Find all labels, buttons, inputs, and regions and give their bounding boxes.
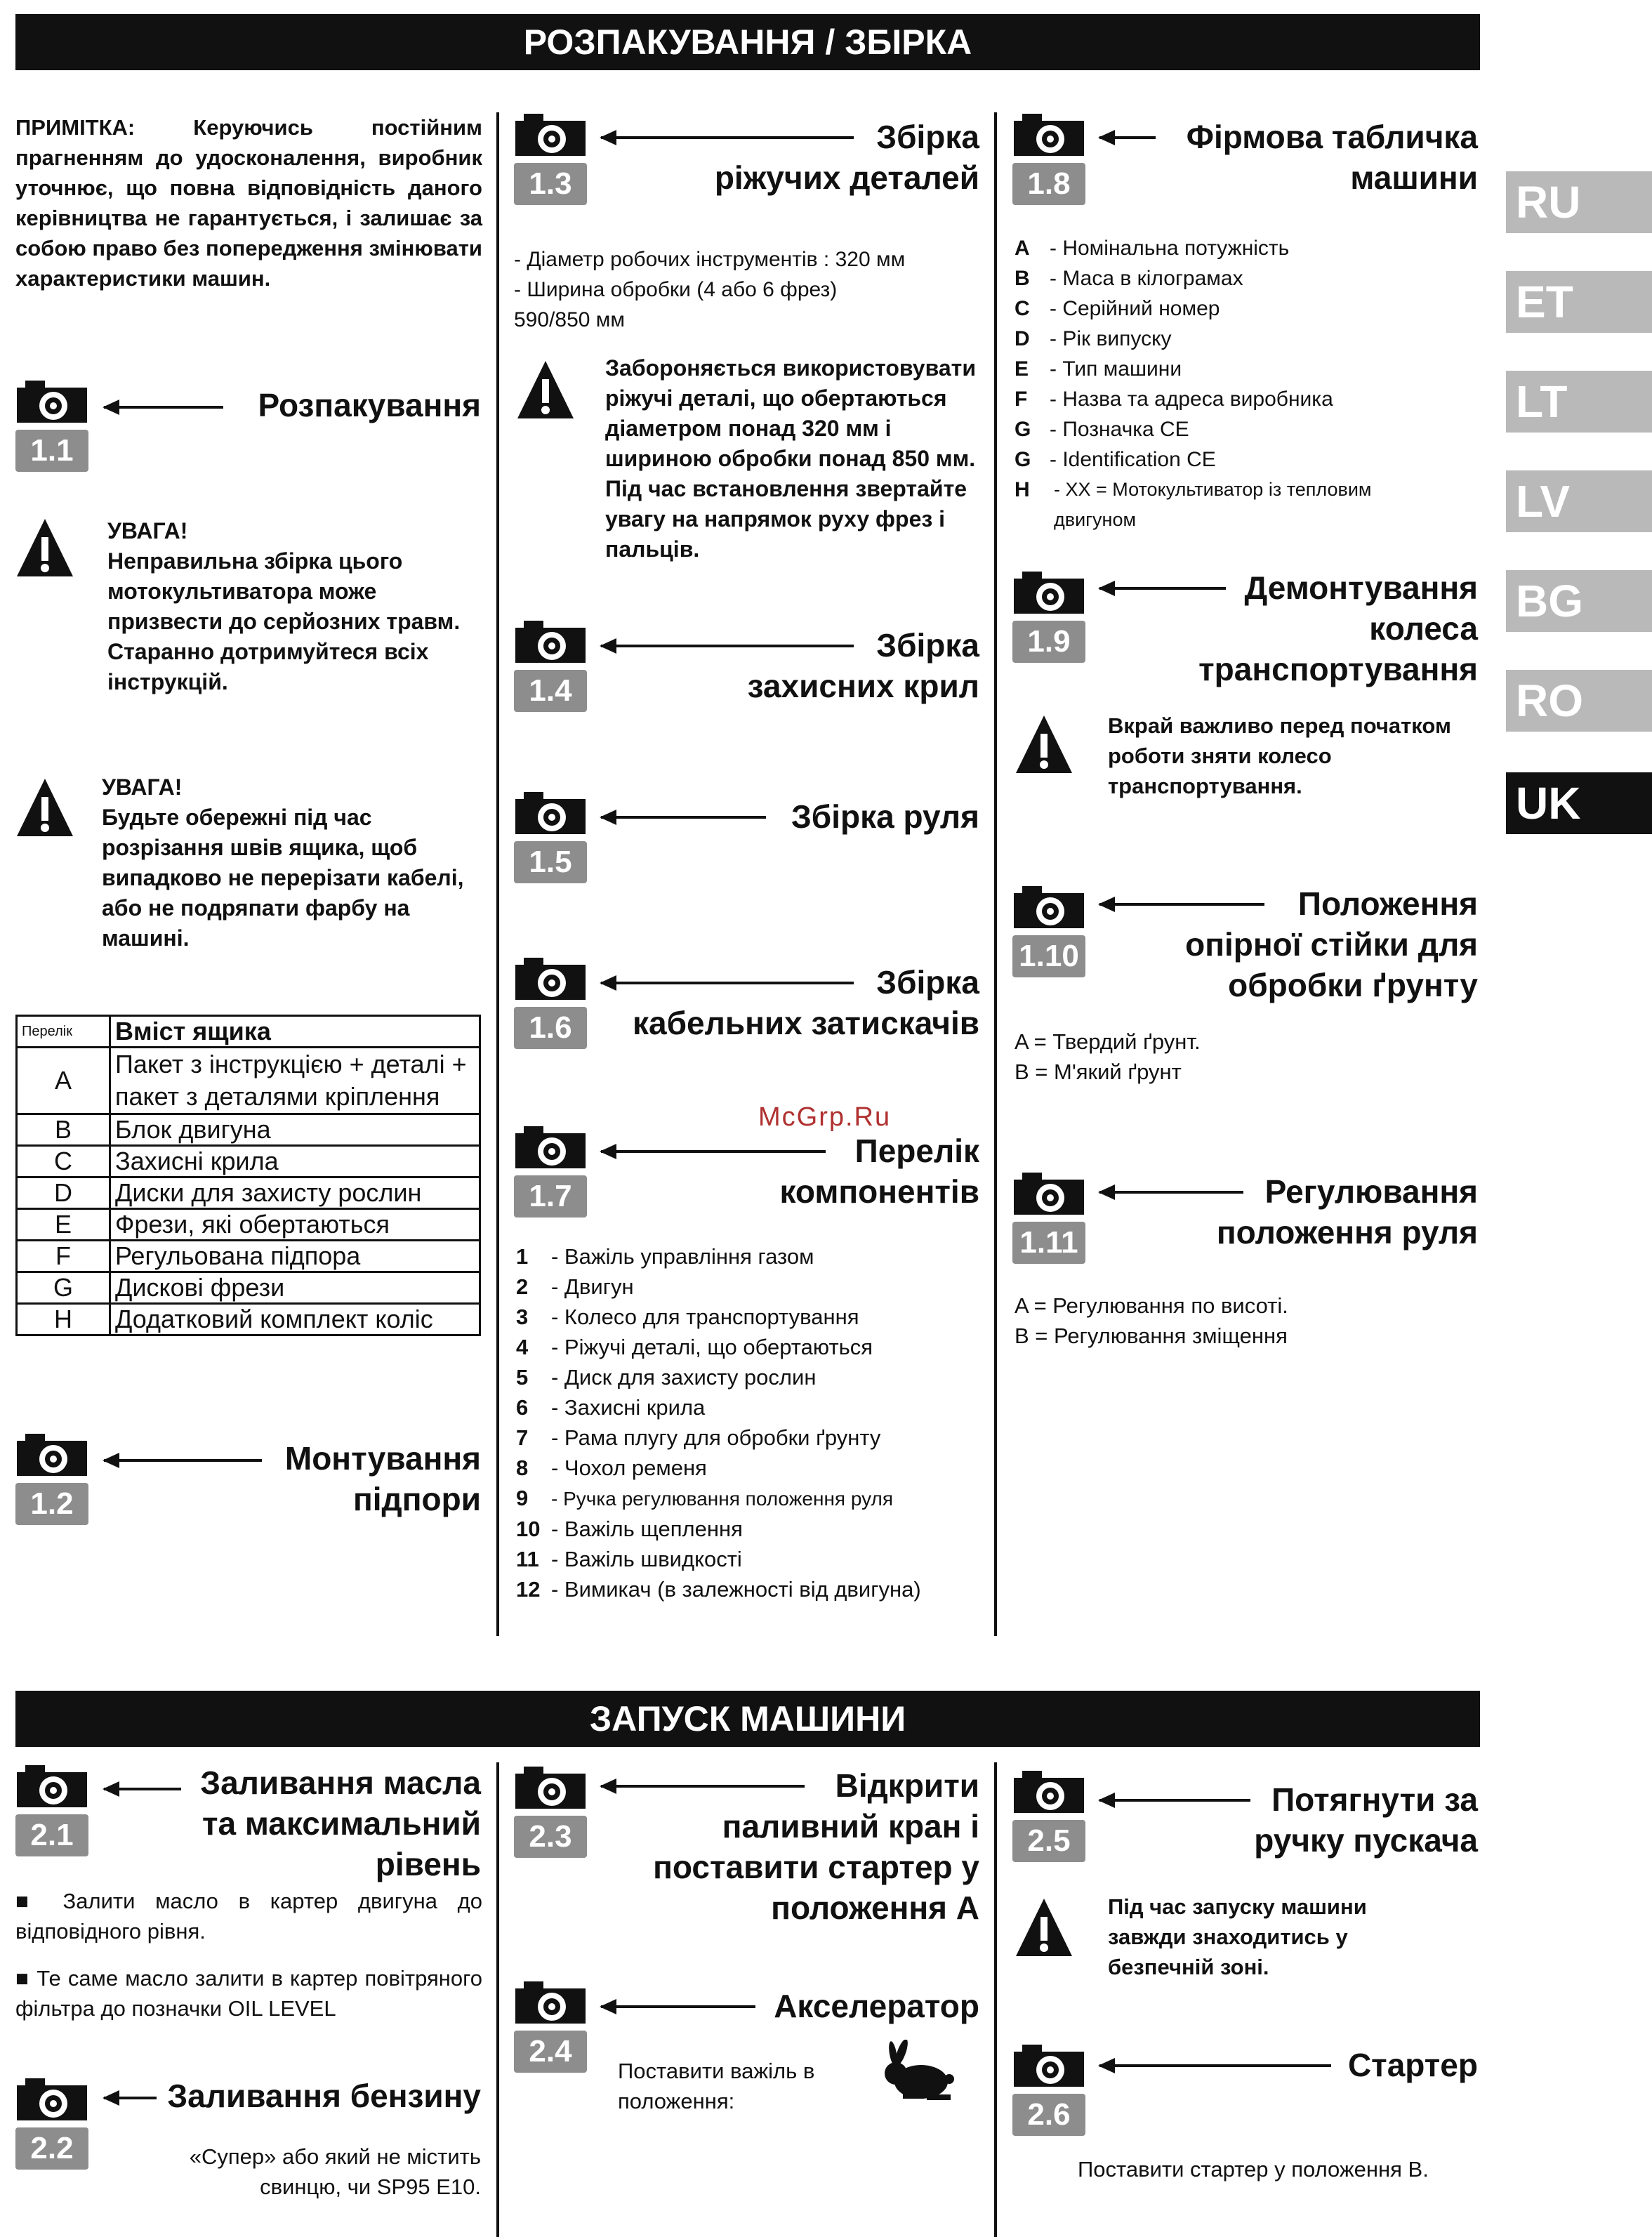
handlebar-adjust-text: A = Регулювання по висоті. B = Регулювання зміщення bbox=[1015, 1293, 1288, 1348]
rabbit-icon bbox=[878, 2040, 962, 2110]
list-item: 1 - Важіль управління газом bbox=[516, 1244, 814, 1269]
heading-cutting-parts: Збірка ріжучих деталей bbox=[714, 119, 979, 196]
lang-tab-lt[interactable]: LT bbox=[1506, 371, 1652, 433]
table-cell: E bbox=[17, 1209, 110, 1241]
figure-badge: 1.9 bbox=[1012, 621, 1085, 663]
lang-tab-ru[interactable]: RU bbox=[1506, 171, 1652, 233]
list-item: B - Маса в кілограмах bbox=[1015, 267, 1243, 290]
lang-tab-et[interactable]: ET bbox=[1506, 271, 1652, 333]
arrow-left-icon bbox=[1099, 2064, 1331, 2067]
list-item: F - Назва та адреса виробника bbox=[1015, 388, 1333, 411]
camera-1-4 bbox=[514, 619, 587, 712]
camera-1-3 bbox=[514, 112, 587, 205]
heading-transport-wheel: Демонтування колеса транспортування bbox=[1198, 569, 1478, 687]
heading-handlebar-adjust: Регулювання положення руля bbox=[1216, 1173, 1478, 1251]
lang-tab-uk[interactable]: UK bbox=[1506, 772, 1652, 834]
watermark: McGrp.Ru bbox=[758, 1102, 892, 1132]
heading-components-list: Перелік компонентів bbox=[779, 1133, 979, 1210]
table-cell: H bbox=[17, 1304, 110, 1335]
support-position-text: A = Твердий ґрунт. B = М'який ґрунт bbox=[1015, 1029, 1201, 1084]
camera-icon bbox=[1012, 112, 1085, 157]
heading-handlebar: Збірка руля bbox=[791, 798, 979, 835]
heading-support-position: Положення опірної стійки для обробки ґрунту bbox=[1185, 885, 1478, 1003]
figure-badge: 1.5 bbox=[514, 841, 587, 883]
warning-icon bbox=[516, 358, 575, 421]
table-header: Перелік bbox=[17, 1016, 110, 1048]
table-cell: Блок двигуна bbox=[110, 1114, 480, 1146]
figure-badge: 1.8 bbox=[1012, 163, 1085, 205]
heading-unpacking: Розпакування bbox=[258, 387, 481, 423]
table-cell: Пакет з інструкцією + деталі + пакет з деталями кріплення bbox=[110, 1048, 480, 1114]
table-header: Вміст ящика bbox=[110, 1016, 480, 1048]
list-item: 2 - Двигун bbox=[516, 1274, 634, 1299]
table-cell: Диски для захисту рослин bbox=[110, 1177, 480, 1209]
camera-icon bbox=[15, 379, 88, 424]
lang-tab-ro[interactable]: RO bbox=[1506, 670, 1652, 732]
table-row bbox=[17, 1146, 480, 1177]
list-item: A - Номінальна потужність bbox=[1015, 237, 1290, 260]
list-item: 3 - Колесо для транспортування bbox=[516, 1305, 859, 1329]
camera-icon bbox=[514, 1765, 587, 1810]
table-row bbox=[17, 1048, 480, 1114]
table-row bbox=[17, 1209, 480, 1241]
components-list bbox=[516, 1241, 986, 1604]
figure-badge: 1.2 bbox=[15, 1483, 88, 1525]
list-item: 8 - Чохол ременя bbox=[516, 1456, 707, 1480]
table-cell: C bbox=[17, 1146, 110, 1177]
camera-1-5 bbox=[514, 791, 587, 883]
figure-badge: 1.11 bbox=[1012, 1222, 1085, 1264]
arrow-left-icon bbox=[601, 816, 766, 819]
figure-badge: 2.3 bbox=[514, 1816, 587, 1858]
box-contents-table bbox=[15, 1015, 481, 1336]
list-item: 4 - Ріжучі деталі, що обертаються bbox=[516, 1335, 873, 1359]
figure-badge: 1.6 bbox=[514, 1007, 587, 1049]
heading-petrol-fill: Заливання бензину bbox=[167, 2078, 481, 2114]
figure-badge: 1.1 bbox=[15, 430, 88, 472]
camera-icon bbox=[1012, 885, 1085, 930]
camera-icon bbox=[514, 956, 587, 1001]
camera-2-6 bbox=[1012, 2043, 1085, 2136]
table-row bbox=[17, 1304, 480, 1335]
list-item: 11 - Важіль швидкості bbox=[516, 1547, 742, 1571]
arrow-left-icon bbox=[104, 1788, 181, 1790]
camera-1-2 bbox=[15, 1432, 88, 1525]
table-cell: Додатковий комплект коліс bbox=[110, 1304, 480, 1335]
lang-tab-bg[interactable]: BG bbox=[1506, 570, 1652, 632]
table-cell: A bbox=[17, 1048, 110, 1114]
camera-2-4 bbox=[514, 1980, 587, 2073]
camera-icon bbox=[1012, 1769, 1085, 1814]
table-row bbox=[17, 1241, 480, 1272]
list-item: 5 - Диск для захисту рослин bbox=[516, 1365, 817, 1390]
list-item: G - Позначка CE bbox=[1015, 418, 1189, 441]
list-item: 7 - Рама плугу для обробки ґрунту bbox=[516, 1425, 881, 1450]
warning-assembly: УВАГА! Неправильна збірка цього мотокультиватора може призвести до серйозних травм. Старанно дотримуйтеся всіх інструкцій. bbox=[107, 518, 461, 694]
camera-icon bbox=[1012, 570, 1085, 615]
table-header-row bbox=[17, 1016, 480, 1048]
table-row bbox=[17, 1272, 480, 1304]
section-title-starting: ЗАПУСК МАШИНИ bbox=[15, 1691, 1480, 1747]
warning-safe-zone: Під час запуску машини завжди знаходитись у безпечній зоні. bbox=[1108, 1894, 1367, 1979]
figure-badge: 1.4 bbox=[514, 670, 587, 712]
oil-fill-text-1: ■ Залити масло в картер двигуна до відповідного рівня. bbox=[15, 1889, 482, 1944]
warning-cutting-diameter: Забороняється використовувати ріжучі деталі, що обертаються діаметром понад 320 мм і шириною обробки понад 850 мм. Під час встановлення звертайте увагу на напрямок руху фрез і пальців. bbox=[605, 355, 976, 562]
column-divider bbox=[496, 112, 499, 1636]
list-item: 9 - Ручка регулювання положення руля bbox=[516, 1486, 894, 1510]
arrow-left-icon bbox=[104, 406, 223, 409]
figure-badge: 2.5 bbox=[1012, 1820, 1085, 1862]
warning-icon bbox=[1015, 1896, 1073, 1959]
section-title-unpacking: РОЗПАКУВАННЯ / ЗБІРКА bbox=[15, 14, 1480, 70]
warning-box-cutting: УВАГА! Будьте обережні під час розрізання швів ящика, щоб випадково не перерізати кабелі, або не подряпати фарбу на машині. bbox=[102, 774, 464, 951]
list-item: G - Identification CE bbox=[1015, 448, 1216, 471]
arrow-left-icon bbox=[104, 1459, 262, 1462]
note-text: ПРИМІТКА: Керуючись постійним прагненням до удосконалення, виробник уточнює, що повна відповідність даного керівництва не гарантується, і залишає за собою право без попередження змінювати характеристики машин. bbox=[15, 115, 482, 291]
camera-1-8 bbox=[1012, 112, 1085, 205]
camera-1-9 bbox=[1012, 570, 1085, 663]
warning-remove-wheel: Вкрай важливо перед початком роботи зняти колесо транспортування. bbox=[1108, 713, 1451, 798]
heading-pull-starter: Потягнути за ручку пускача bbox=[1254, 1781, 1478, 1859]
table-cell: F bbox=[17, 1241, 110, 1272]
figure-badge: 1.10 bbox=[1012, 935, 1085, 977]
heading-cable-clamps: Збірка кабельних затискачів bbox=[633, 964, 979, 1041]
figure-badge: 2.2 bbox=[15, 2127, 88, 2170]
heading-support-mounting: Монтування підпори bbox=[284, 1440, 481, 1517]
table-cell: Фрези, які обертаються bbox=[110, 1209, 480, 1241]
table-cell: B bbox=[17, 1114, 110, 1146]
heading-oil-fill: Заливання масла та максимальний рівень bbox=[200, 1764, 481, 1882]
camera-icon bbox=[1012, 1171, 1085, 1216]
arrow-left-icon bbox=[1099, 136, 1156, 139]
figure-badge: 1.3 bbox=[514, 163, 587, 205]
list-item: E - Тип машини bbox=[1015, 357, 1182, 381]
camera-icon bbox=[15, 1764, 88, 1809]
list-item: 6 - Захисні крила bbox=[516, 1395, 706, 1420]
camera-icon bbox=[514, 619, 587, 664]
choke-text: Поставити стартер у положення B. bbox=[1078, 2157, 1429, 2182]
cutting-specs: - Діаметр робочих інструментів : 320 мм - Ширина обробки (4 або 6 фрез) 590/850 мм bbox=[514, 248, 906, 331]
camera-icon bbox=[514, 1980, 587, 2025]
heading-accelerator: Акселератор bbox=[774, 1988, 979, 2024]
heading-protective-wings: Збірка захисних крил bbox=[747, 627, 979, 704]
warning-icon bbox=[1015, 713, 1073, 776]
camera-1-1 bbox=[15, 379, 88, 472]
column-divider bbox=[994, 1762, 997, 2237]
figure-badge: 2.1 bbox=[15, 1814, 88, 1856]
camera-2-1 bbox=[15, 1764, 88, 1856]
list-item: C - Серійний номер bbox=[1015, 297, 1220, 320]
camera-1-10 bbox=[1012, 885, 1085, 977]
camera-1-11 bbox=[1012, 1171, 1085, 1264]
heading-fuel-tap: Відкрити паливний кран і поставити стартер у положення A bbox=[653, 1767, 979, 1926]
table-cell: Дискові фрези bbox=[110, 1272, 480, 1304]
camera-1-7 bbox=[514, 1125, 587, 1218]
heading-nameplate: Фірмова табличка машини bbox=[1186, 119, 1478, 196]
figure-badge: 2.6 bbox=[1012, 2094, 1085, 2136]
figure-badge: 2.4 bbox=[514, 2031, 587, 2073]
table-cell: D bbox=[17, 1177, 110, 1209]
list-item: 12 - Вимикач (в залежності від двигуна) bbox=[516, 1577, 921, 1602]
table-cell: G bbox=[17, 1272, 110, 1304]
camera-2-3 bbox=[514, 1765, 587, 1858]
warning-icon bbox=[15, 776, 74, 839]
column-divider bbox=[994, 112, 997, 1636]
table-row bbox=[17, 1114, 480, 1146]
warning-icon bbox=[15, 516, 74, 579]
camera-2-5 bbox=[1012, 1769, 1085, 1862]
arrow-left-icon bbox=[601, 2005, 755, 2008]
camera-2-2 bbox=[15, 2077, 88, 2170]
figure-badge: 1.7 bbox=[514, 1175, 587, 1218]
arrow-left-icon bbox=[104, 2097, 157, 2099]
oil-fill-text-2: ■ Те саме масло залити в картер повітряного фільтра до позначки OIL LEVEL bbox=[15, 1966, 482, 2021]
heading-choke: Стартер bbox=[1347, 2047, 1478, 2083]
column-divider bbox=[496, 1762, 499, 2237]
list-item: 10 - Важіль щеплення bbox=[516, 1517, 743, 1541]
camera-icon bbox=[514, 112, 587, 157]
list-item: D - Рік випуску bbox=[1015, 327, 1172, 350]
table-cell: Захисні крила bbox=[110, 1146, 480, 1177]
petrol-fill-text: «Супер» або який не містить свинцю, чи SP95 E10. bbox=[189, 2144, 481, 2199]
accelerator-text: Поставити важіль в положення: bbox=[618, 2059, 815, 2113]
table-row bbox=[17, 1177, 480, 1209]
camera-icon bbox=[514, 1125, 587, 1170]
camera-icon bbox=[15, 2077, 88, 2122]
list-item: H - XX = Мотокультиватор із тепловим двигуном bbox=[1015, 478, 1372, 530]
nameplate-list bbox=[1015, 233, 1471, 535]
lang-tab-lv[interactable]: LV bbox=[1506, 470, 1652, 532]
table-cell: Регульована підпора bbox=[110, 1241, 480, 1272]
camera-icon bbox=[1012, 2043, 1085, 2088]
camera-1-6 bbox=[514, 956, 587, 1049]
camera-icon bbox=[514, 791, 587, 836]
camera-icon bbox=[15, 1432, 88, 1477]
